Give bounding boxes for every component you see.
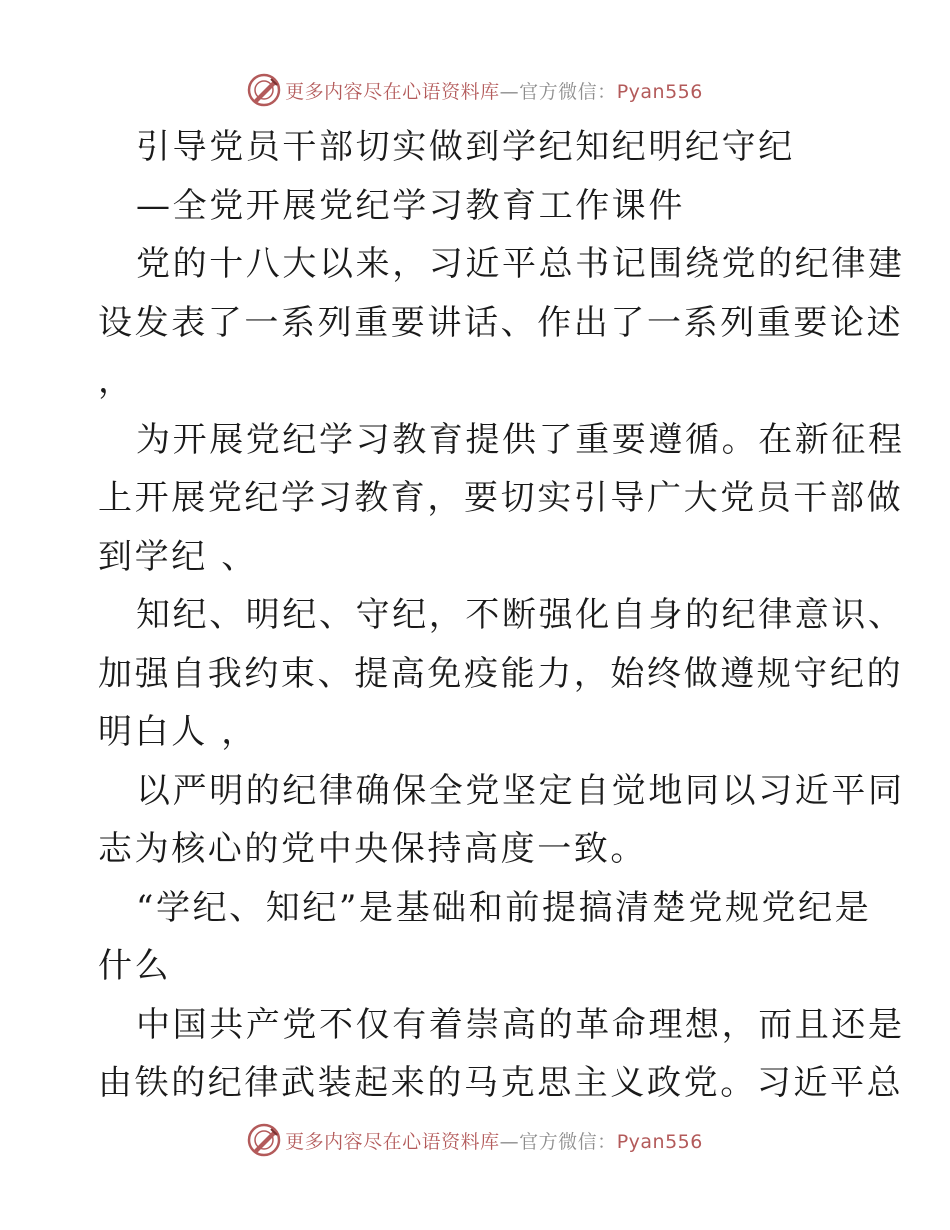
section-heading-line: 什么 — [98, 946, 172, 986]
text-line: 上开展党纪学习教育，要切实引导广大党员干部做 — [98, 478, 904, 518]
banner-label: 官方微信： — [519, 80, 617, 103]
banner-id: Pyan556 — [616, 80, 703, 103]
logo-icon — [247, 1123, 281, 1157]
footer-banner-text — [285, 1127, 703, 1154]
banner-dash: — — [499, 80, 520, 103]
text-line: 为开展党纪学习教育提供了重要遵循。在新征程 — [136, 419, 905, 460]
banner-dash: — — [499, 1130, 520, 1153]
section-heading-line: “学纪、知纪”是基础和前提搞清楚党规党纪是 — [136, 887, 872, 928]
subtitle-line: —全党开展党纪学习教育工作课件 — [136, 185, 685, 226]
title-line: 引导党员干部切实做到学纪知纪明纪守纪 — [136, 127, 795, 167]
text-line: 知纪、明纪、守纪，不断强化自身的纪律意识、 — [136, 595, 905, 635]
banner-label: 官方微信： — [519, 1130, 617, 1153]
text-line: 以严明的纪律确保全党坚定自觉地同以习近平同 — [136, 770, 905, 811]
text-line: ， — [98, 361, 135, 401]
text-line: 到学纪 、 — [98, 536, 258, 577]
document-body — [98, 118, 905, 1113]
text-line: 明白人 ， — [98, 712, 258, 752]
header-banner-text — [285, 77, 703, 104]
text-line: 中国共产党不仅有着崇高的革命理想，而且还是 — [136, 1004, 905, 1045]
header-banner — [0, 70, 950, 110]
text-line: 党的十八大以来，习近平总书记围绕党的纪律建 — [136, 244, 905, 284]
text-line: 加强自我约束、提高免疫能力，始终做遵规守纪的 — [98, 653, 904, 694]
text-line: 志为核心的党中央保持高度一致。 — [98, 829, 647, 869]
banner-id: Pyan556 — [616, 1130, 703, 1153]
banner-main-text: 更多内容尽在心语资料库 — [285, 1130, 500, 1153]
logo-icon — [247, 73, 281, 107]
text-line: 由铁的纪律武装起来的马克思主义政党。习近平总 — [98, 1063, 904, 1103]
text-line: 设发表了一系列重要讲话、作出了一系列重要论述 — [98, 302, 904, 343]
banner-main-text: 更多内容尽在心语资料库 — [285, 80, 500, 103]
footer-banner — [0, 1120, 950, 1160]
